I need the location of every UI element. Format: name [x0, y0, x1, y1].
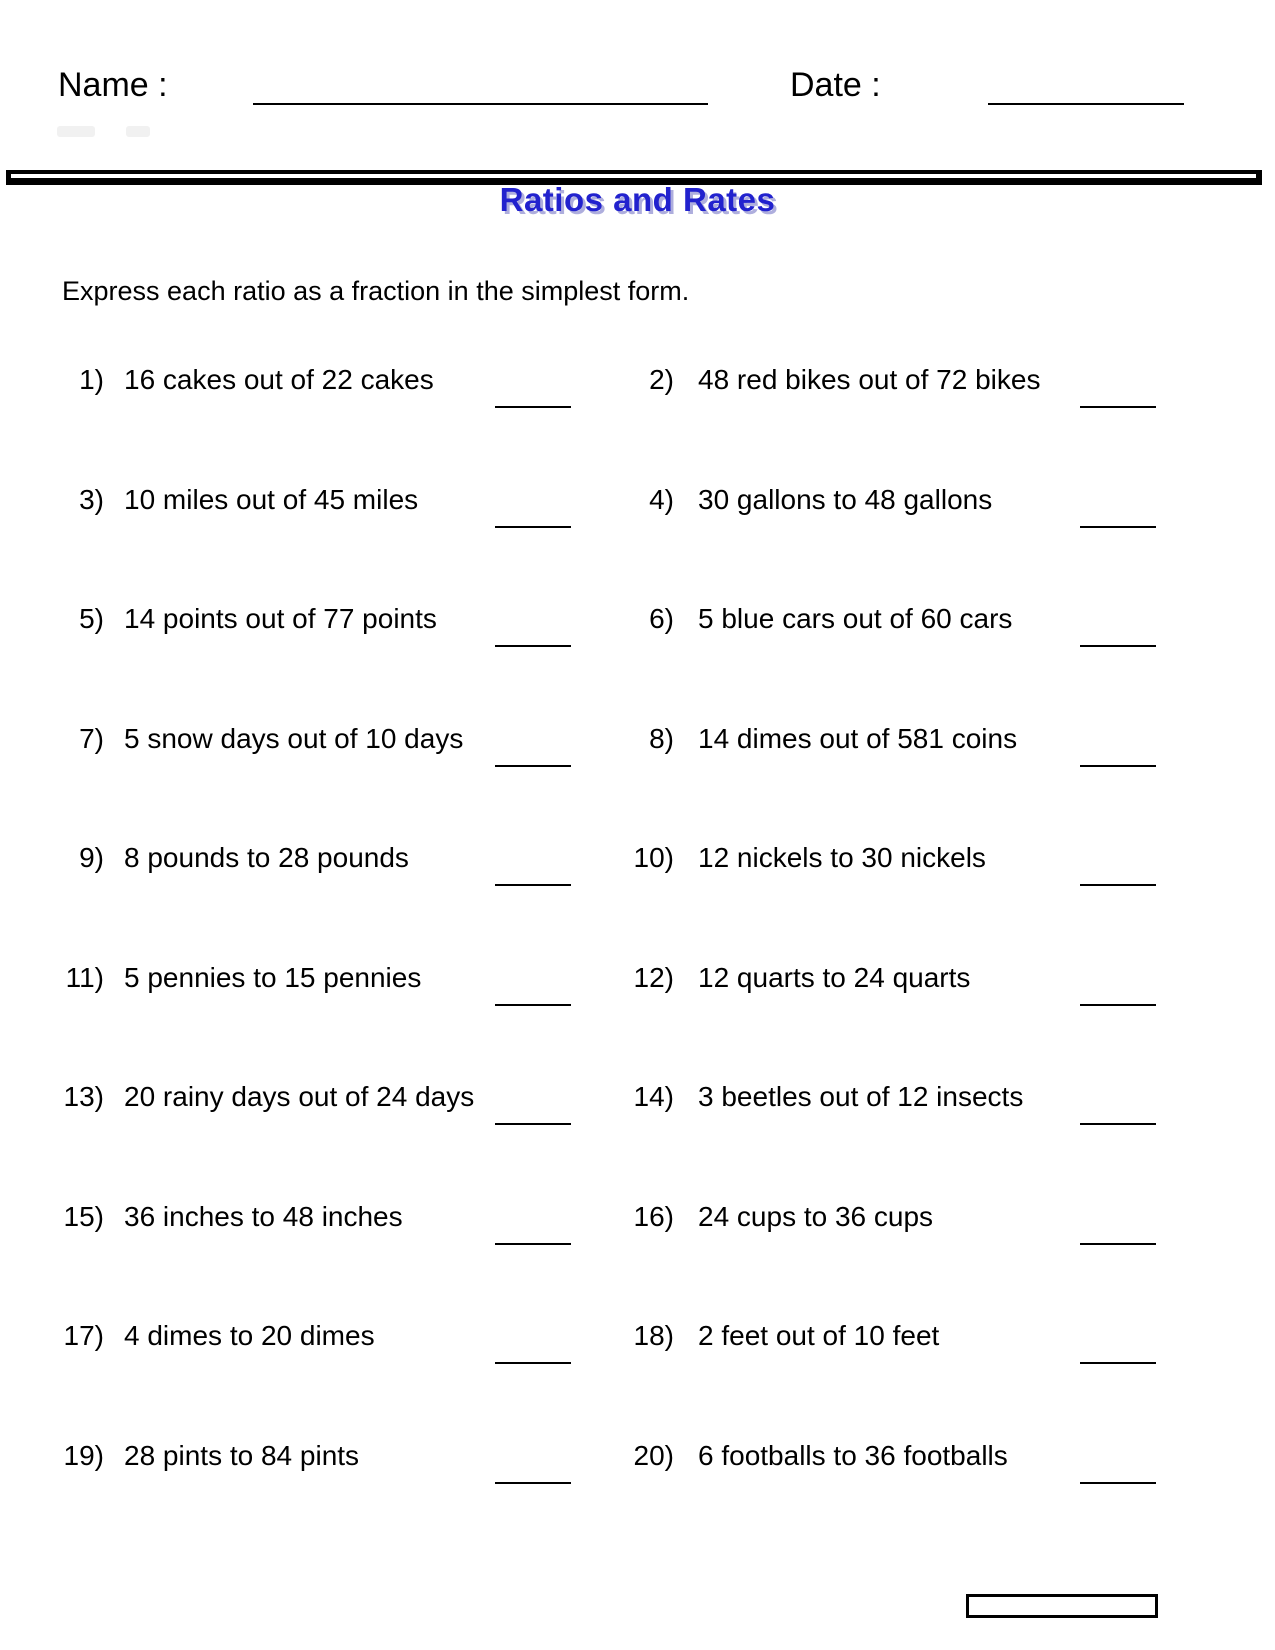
- problem-text: 48 red bikes out of 72 bikes: [698, 364, 1041, 395]
- problem-text: 28 pints to 84 pints: [124, 1439, 360, 1471]
- problem-row: [0, 1201, 1275, 1311]
- problem-number: 11): [65, 961, 104, 993]
- problem-number: 1): [79, 364, 104, 395]
- problem-text: 14 dimes out of 581 coins: [698, 722, 1018, 754]
- problem-row: [0, 364, 1275, 474]
- problem-number: 19): [63, 1439, 104, 1471]
- problem-text: 3 beetles out of 12 insects: [698, 1081, 1024, 1112]
- problem-text: 12 quarts to 24 quarts: [698, 961, 971, 993]
- problem-row: [0, 962, 1275, 1072]
- problem-number: 14): [633, 1081, 674, 1112]
- problem-text: 6 footballs to 36 footballs: [698, 1439, 1008, 1471]
- problem-text: 5 blue cars out of 60 cars: [698, 603, 1013, 634]
- answer-blank-line: [1080, 1362, 1156, 1364]
- problem-text: 14 points out of 77 points: [124, 603, 437, 634]
- problem-number: 4): [649, 483, 674, 515]
- problem-number: 10): [633, 842, 674, 873]
- problem-number: 20): [633, 1439, 674, 1471]
- problem-number: 15): [63, 1200, 104, 1232]
- problem-number: 12): [633, 961, 674, 993]
- problem-number: 8): [649, 722, 674, 754]
- problem-row: [0, 723, 1275, 833]
- problem-number: 13): [63, 1081, 104, 1112]
- problem-number: 2): [649, 364, 674, 395]
- answer-blank-line: [1080, 1482, 1156, 1484]
- answer-blank-line: [1080, 765, 1156, 767]
- problem-number: 6): [649, 603, 674, 634]
- problem-row: [0, 1320, 1275, 1430]
- answer-blank-line: [1080, 1243, 1156, 1245]
- problem-row: [0, 484, 1275, 594]
- problem-number: 18): [633, 1320, 674, 1351]
- answer-blank-line: [1080, 884, 1156, 886]
- problem-number: 5): [79, 603, 104, 634]
- problem-number: 17): [63, 1320, 104, 1351]
- answer-blank-line: [1080, 645, 1156, 647]
- problem-text: 24 cups to 36 cups: [698, 1200, 934, 1232]
- problem-text: 5 snow days out of 10 days: [124, 722, 464, 754]
- problem-text: 36 inches to 48 inches: [124, 1200, 403, 1232]
- problem-text: 4 dimes to 20 dimes: [124, 1320, 375, 1351]
- problem-row: [0, 842, 1275, 952]
- problem-text: 30 gallons to 48 gallons: [698, 483, 993, 515]
- problem-text: 20 rainy days out of 24 days: [124, 1081, 475, 1112]
- answer-blank-line: [1080, 1004, 1156, 1006]
- problem-text: 10 miles out of 45 miles: [124, 483, 419, 515]
- answer-blank-line: [1080, 1123, 1156, 1125]
- problem-number: 3): [79, 483, 104, 515]
- date-label: Date :: [790, 66, 881, 104]
- problem-text: 16 cakes out of 22 cakes: [124, 364, 434, 395]
- answer-blank-line: [1080, 526, 1156, 528]
- problem-row: [0, 603, 1275, 713]
- problem-row: [0, 1440, 1275, 1550]
- problem-text: 5 pennies to 15 pennies: [124, 961, 422, 993]
- answer-blank-line: [1080, 406, 1156, 408]
- problem-row: [0, 1081, 1275, 1191]
- problem-text: 8 pounds to 28 pounds: [124, 842, 409, 873]
- problem-number: 16): [633, 1200, 674, 1232]
- footer-box: [966, 1594, 1158, 1618]
- instruction-text: Express each ratio as a fraction in the simplest form.: [62, 276, 690, 306]
- problem-number: 9): [79, 842, 104, 873]
- problem-number: 7): [79, 722, 104, 754]
- problem-text: 2 feet out of 10 feet: [698, 1320, 940, 1351]
- page-title: Ratios and Rates: [499, 181, 776, 218]
- problem-text: 12 nickels to 30 nickels: [698, 842, 986, 873]
- name-label: Name :: [58, 66, 168, 104]
